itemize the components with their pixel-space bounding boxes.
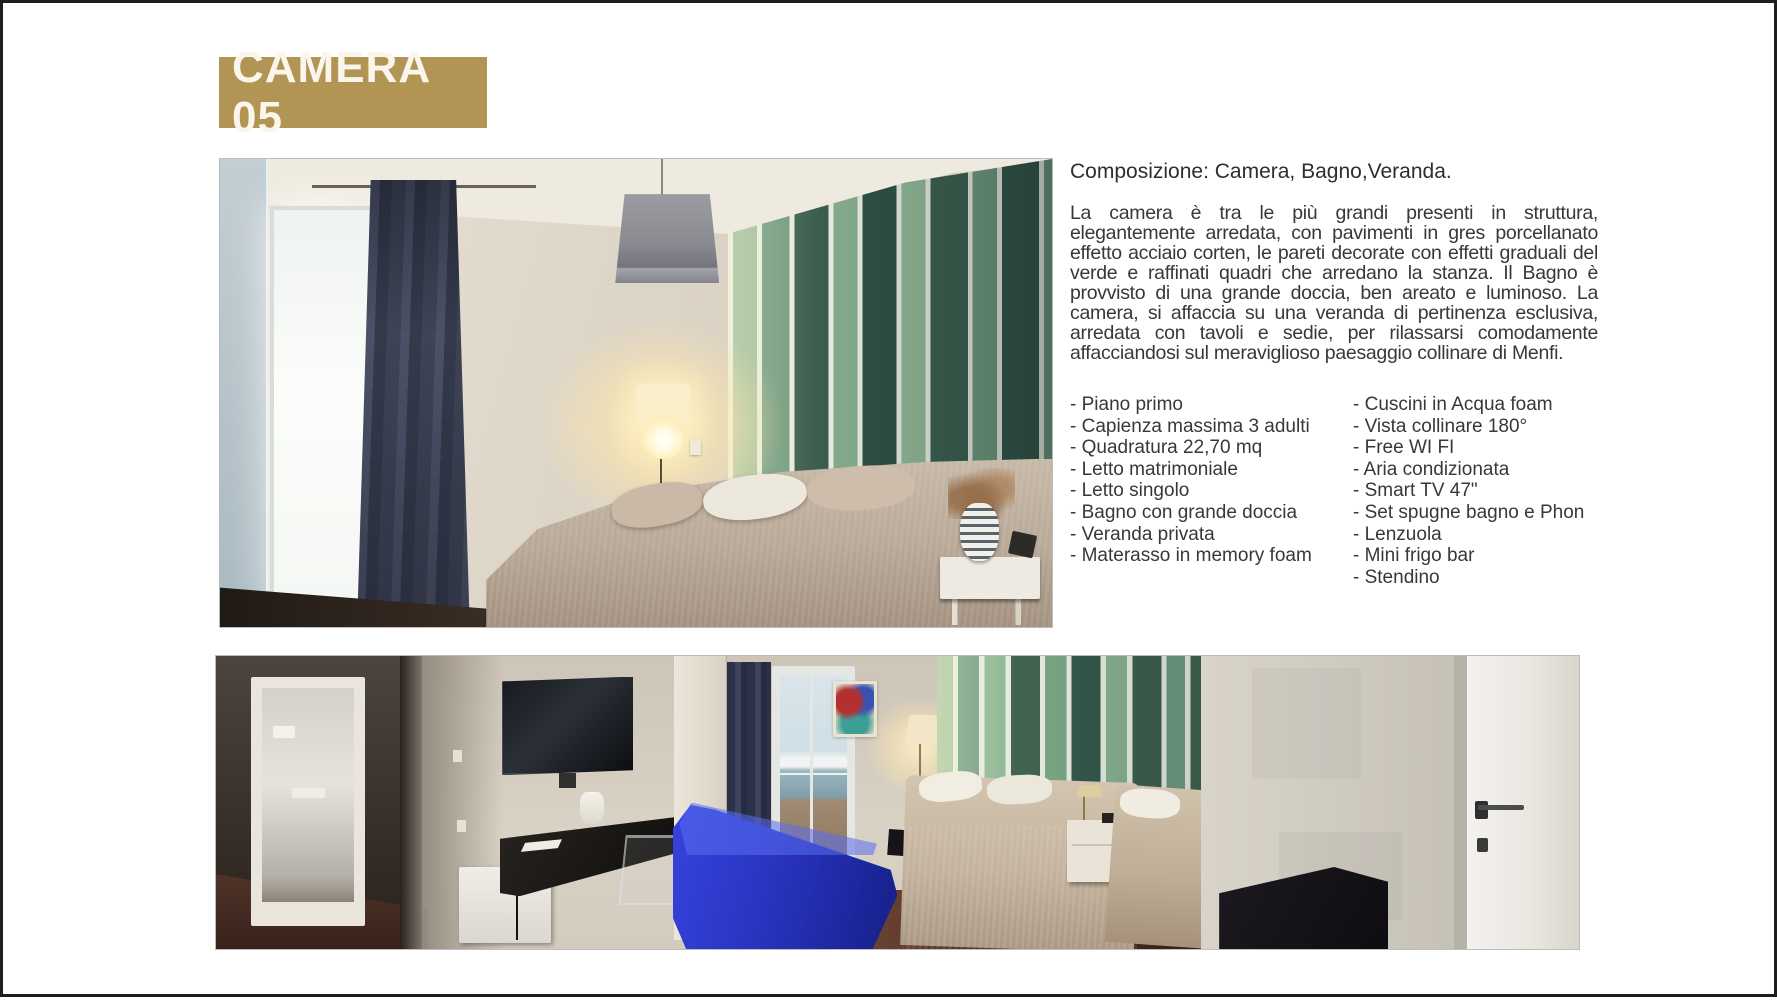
wall-sheen (1252, 668, 1361, 779)
feature-item: - Veranda privata (1070, 523, 1215, 545)
feature-item: - Free WI FI (1353, 437, 1455, 459)
floor-lamp-shade (636, 384, 690, 426)
feature-item: - Smart TV 47" (1353, 480, 1478, 502)
window (270, 206, 374, 613)
feature-item: - Capienza massima 3 adulti (1070, 415, 1310, 437)
light-switch (453, 750, 462, 762)
feature-item: - Cuscini in Acqua foam (1353, 394, 1553, 415)
floor-lamp-light (643, 421, 685, 458)
room-door-frame (1454, 656, 1468, 949)
feature-item: - Vista collinare 180° (1353, 415, 1528, 437)
feature-item: - Quadratura 22,70 mq (1070, 437, 1263, 459)
feature-item: - Letto matrimoniale (1070, 458, 1238, 480)
bathroom-towel (273, 726, 295, 738)
light-switch (690, 440, 701, 455)
feature-item: - Mini frigo bar (1353, 545, 1475, 567)
wall-pillar (220, 159, 268, 627)
door-jamb (400, 656, 422, 949)
page-title (219, 42, 487, 142)
wall-tv (502, 677, 633, 776)
feature-item: - Letto singolo (1070, 480, 1190, 502)
light-switch (457, 820, 466, 832)
feature-item: - Aria condizionata (1353, 458, 1510, 480)
composition-heading: Composizione: Camera, Bagno,Veranda. (1070, 160, 1452, 183)
nightstand-legs (952, 597, 1027, 625)
feature-item: - Piano primo (1070, 394, 1183, 415)
page-title-text: CAMERA 05 (232, 42, 430, 142)
bathroom-sink (292, 788, 325, 798)
tv-mount (559, 773, 575, 788)
feature-item: - Stendino (1353, 566, 1440, 588)
door-handle (1478, 805, 1524, 810)
curtain-shading (357, 180, 469, 620)
nightstand-lamp-stem (1083, 794, 1085, 820)
striped-vase (960, 503, 998, 562)
room-description: La camera è tra le più grandi presenti in struttura, elegantemente arredata, con pavimenti in gres porcellanato effetto acciaio corten, le pareti decorate con effetti graduali del verde e raffinati quadri che arredano la stanza. Il Bagno è provvisto di una grande doccia, ben areato e luminoso. La camera, si affaccia su una veranda di pertinenza esclusiva, arredata con tavoli e sedie, per rilassarsi comodamente affacciandosi sul meraviglioso paesaggio collinare di Menfi. (1070, 202, 1598, 364)
wall-lamp-shade (904, 715, 941, 744)
pendant-cord (661, 159, 663, 196)
nightstand-lamp-shade (1076, 785, 1103, 797)
photo-panorama (215, 655, 1580, 950)
feature-item: - Set spugne bagno e Phon (1353, 501, 1585, 523)
features-column-left (1070, 394, 1353, 588)
desk-leg (516, 890, 518, 940)
feature-item: - Lenzuola (1353, 523, 1442, 545)
veranda-railing (780, 773, 847, 775)
door-key-plate (1477, 838, 1488, 853)
feature-item: - Materasso in memory foam (1070, 545, 1312, 567)
pendant-lamp (615, 194, 719, 283)
feature-item: - Bagno con grande doccia (1070, 501, 1298, 523)
features-column-right (1353, 394, 1598, 588)
photo-bedroom (219, 158, 1053, 628)
vase (580, 792, 605, 824)
info-column (1070, 160, 1598, 588)
nightstand (940, 557, 1040, 599)
features-lists (1070, 394, 1598, 588)
wall-lamp-stem (919, 744, 921, 779)
